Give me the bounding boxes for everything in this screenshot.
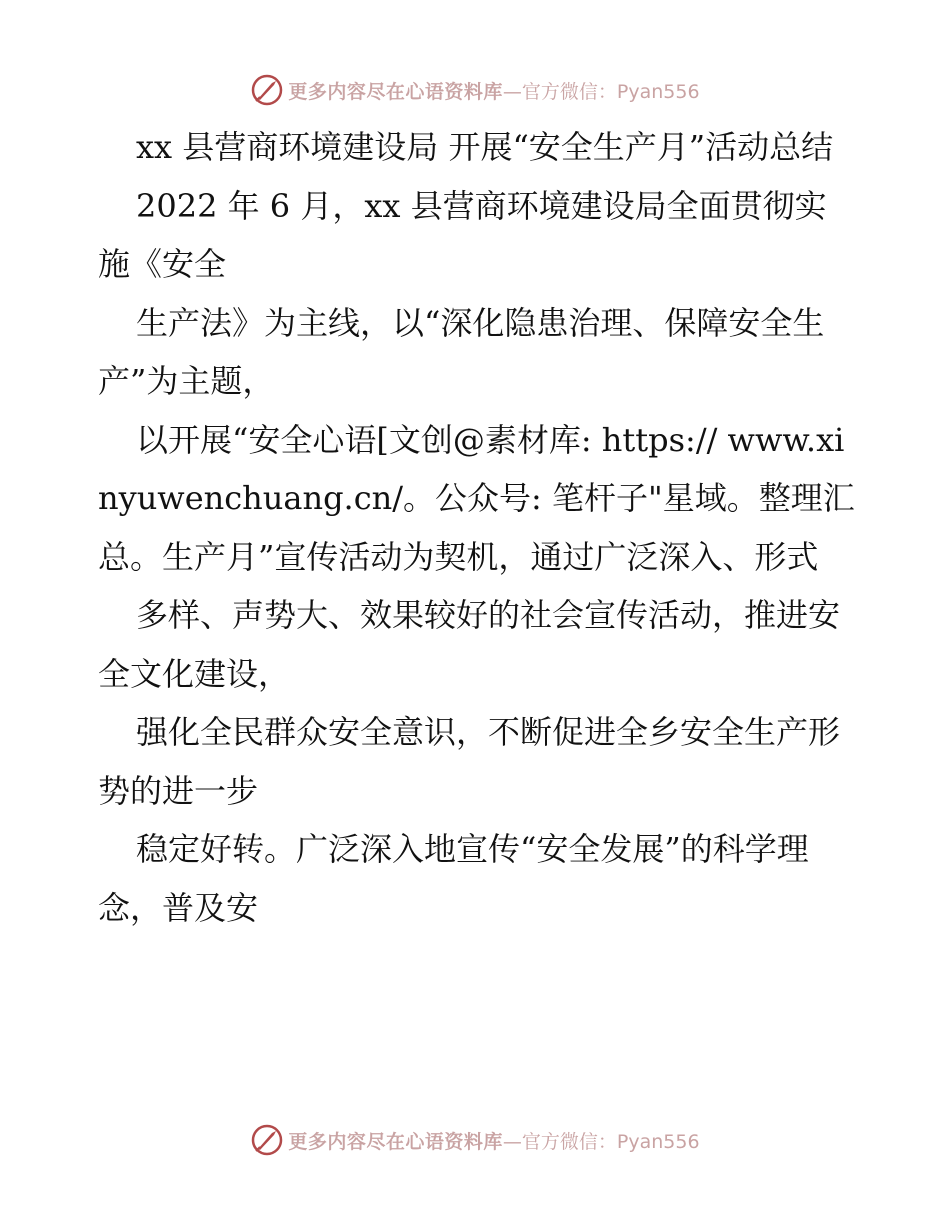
header-watermark [0,70,950,110]
quill-pen-logo-icon [250,1123,284,1157]
document-body [98,118,858,937]
footer-watermark [0,1120,950,1160]
watermark-contact: —官方微信：Pyan556 [502,80,700,103]
watermark-brand: 更多内容尽在心语资料库 [288,80,503,103]
paragraph: 2022 年 6 月，xx 县营商环境建设局全面贯彻实施《安全 [98,186,827,283]
paragraph: 强化全民群众安全意识，不断促进全乡安全生产形势的进一步 [98,713,841,810]
paragraph: 稳定好转。广泛深入地宣传“安全发展”的科学理念，普及安 [98,830,809,927]
paragraph: 多样、声势大、效果较好的社会宣传活动，推进安全文化建设， [98,596,841,693]
quill-pen-logo-icon [250,73,284,107]
watermark-contact: —官方微信：Pyan556 [502,1130,700,1153]
document-title: xx 县营商环境建设局 开展“安全生产月”活动总结 [136,128,834,166]
watermark-brand: 更多内容尽在心语资料库 [288,1130,503,1153]
paragraph: 生产法》为主线，以“深化隐患治理、保障安全生产”为主题， [98,303,825,400]
paragraph: 以开展“安全心语[文创@素材库: https:// www.xinyuwenchuang.cn/。公众号: 笔杆子"星域。整理汇总。生产月”宣传活动为契机，通过广泛深入、形式 [98,420,855,576]
